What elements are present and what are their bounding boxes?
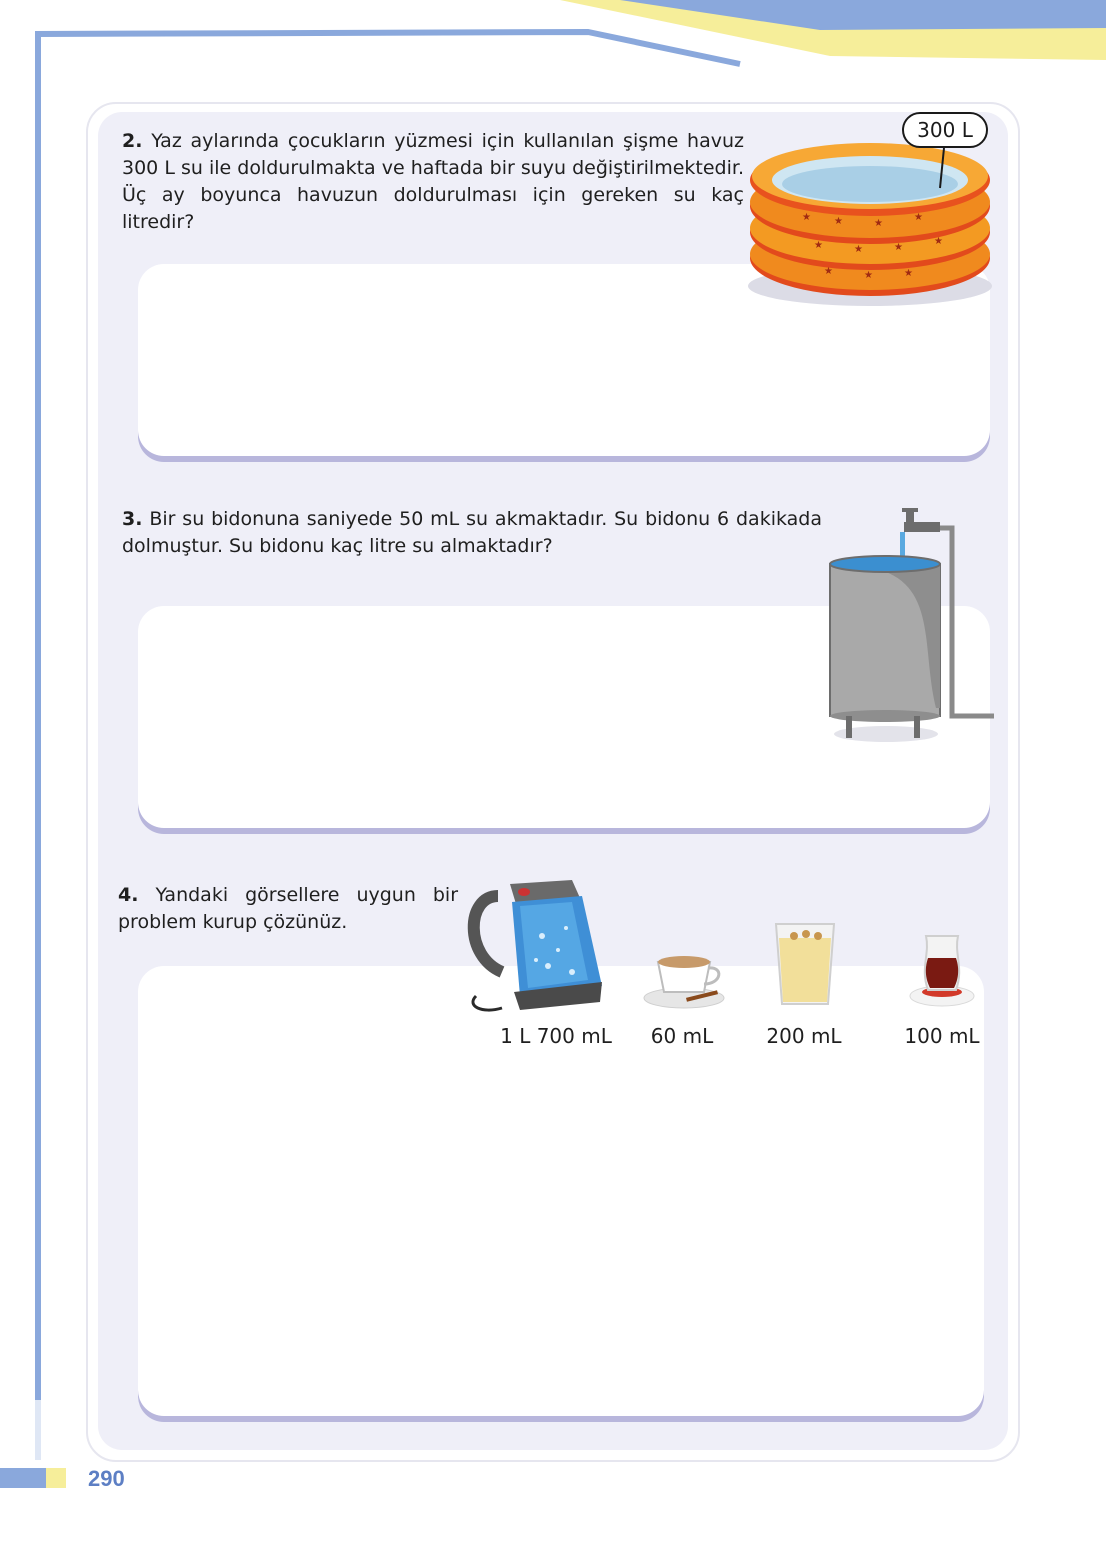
svg-text:★: ★ xyxy=(814,240,823,251)
svg-text:★: ★ xyxy=(854,244,863,255)
kettle-icon xyxy=(462,876,610,1020)
coffee-cup-icon xyxy=(640,944,728,1010)
glass-volume-label: 200 mL xyxy=(766,1024,842,1048)
svg-text:★: ★ xyxy=(934,236,943,247)
question-3-text: Bir su bidonuna saniyede 50 mL su akmaktadır. Su bidonu 6 dakikada dolmuştur. Su bidonu kaç litre su almaktadır? xyxy=(122,508,822,557)
kettle-volume-label: 1 L 700 mL xyxy=(500,1024,612,1048)
drink-glass-icon xyxy=(770,920,840,1010)
tea-volume-label: 100 mL xyxy=(904,1024,980,1048)
coffee-volume-label: 60 mL xyxy=(650,1024,714,1048)
water-tank-icon xyxy=(826,502,998,746)
pool-volume-label: 300 L xyxy=(902,112,988,148)
svg-text:★: ★ xyxy=(802,212,811,223)
svg-text:★: ★ xyxy=(824,266,833,277)
question-4 xyxy=(118,882,458,936)
svg-text:★: ★ xyxy=(904,268,913,279)
question-4-text: Yandaki görsellere uygun bir problem kurup çözünüz. xyxy=(118,884,459,933)
svg-text:★: ★ xyxy=(864,270,873,281)
svg-text:★: ★ xyxy=(874,218,883,229)
question-3 xyxy=(122,506,822,560)
tea-glass-icon xyxy=(906,928,978,1010)
question-2 xyxy=(122,128,744,236)
question-2-number: 2. xyxy=(122,130,143,152)
question-2-text: Yaz aylarında çocukların yüzmesi için kullanılan şişme havuz 300 L su ile doldurulmakta ve haftada bir suyu değiştirilmektedir. Üç ay boyunca havuzun doldurulması için gereken su kaç litredir? xyxy=(122,130,744,233)
question-4-number: 4. xyxy=(118,884,139,906)
page-number: 290 xyxy=(88,1466,125,1491)
svg-text:★: ★ xyxy=(894,242,903,253)
svg-text:★: ★ xyxy=(914,212,923,223)
svg-text:★: ★ xyxy=(834,216,843,227)
question-3-number: 3. xyxy=(122,508,143,530)
